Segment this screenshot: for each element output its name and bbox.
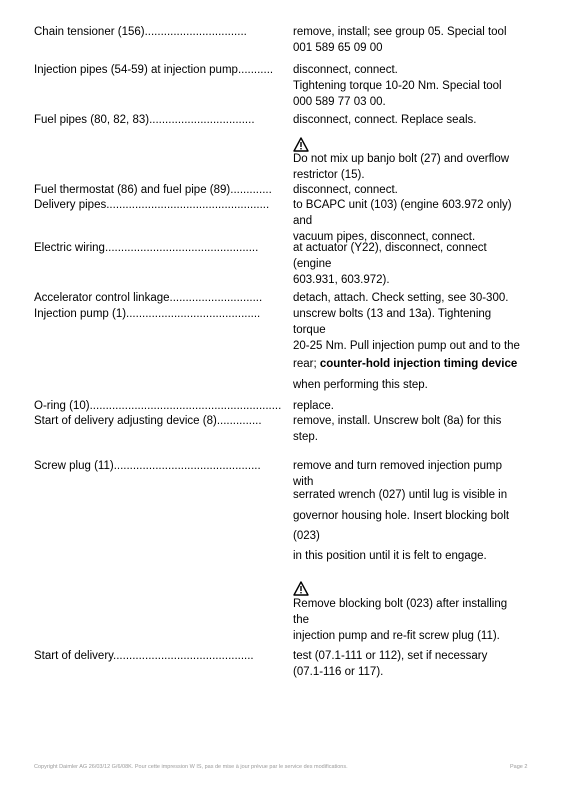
warning-text: Remove blocking bolt (023) after installing the injection pump and re-fit screw plug (11). — [293, 598, 508, 642]
item-label: O-ring (10)............................................................ — [34, 400, 282, 412]
item-description: to BCAPC unit (103) (engine 603.972 only) and vacuum pipes, disconnect, connect. — [293, 199, 512, 243]
item-label: Start of delivery............................................ — [34, 650, 254, 662]
item-label: Start of delivery adjusting device (8).............. — [34, 415, 262, 427]
item-label: Injection pipes (54-59) at injection pump........... — [34, 64, 274, 76]
item-description: unscrew bolts (13 and 13a). Tightening torque 20-25 Nm. Pull injection pump out and to the — [293, 308, 520, 352]
warning-triangle-icon — [293, 137, 309, 152]
item-label: Injection pump (1).......................................... — [34, 308, 261, 320]
item-description: remove, install; see group 05. Special tool 001 589 65 09 00 — [293, 26, 507, 54]
item-label: Accelerator control linkage............................. — [34, 292, 263, 304]
warning-triangle-icon — [293, 581, 309, 596]
item-description: remove and turn removed injection pump with — [293, 460, 503, 488]
item-label: Chain tensioner (156)................................ — [34, 26, 247, 38]
item-description: test (07.1-111 or 112), set if necessary (07.1-116 or 117). — [293, 650, 488, 678]
item-description-continued: when performing this step. — [293, 379, 428, 391]
item-label: Fuel thermostat (86) and fuel pipe (89)............. — [34, 184, 272, 196]
item-description: disconnect, connect. Tightening torque 10-20 Nm. Special tool 000 589 77 03 00. — [293, 64, 502, 108]
item-description: at actuator (Y22), disconnect, connect (engine 603.931, 603.972). — [293, 242, 487, 286]
footer-copyright: Copyright Daimler AG 26/03/12 G/6/08K. Pour cette impression W IS, pas de mise à jour prévue par le service des modifications. — [34, 764, 348, 770]
item-description-continued: in this position until it is felt to engage. — [293, 550, 487, 562]
item-label: Delivery pipes................................................... — [34, 199, 270, 211]
item-description-continued: governor housing hole. Insert blocking bolt — [293, 510, 510, 522]
item-description: replace. — [293, 400, 334, 412]
footer-page-number: Page 2 — [510, 764, 528, 770]
item-description-continued: rear; counter-hold injection timing device — [293, 358, 518, 370]
item-description: disconnect, connect. — [293, 184, 398, 196]
item-description: remove, install. Unscrew bolt (8a) for this step. — [293, 415, 502, 443]
bold-instruction: counter-hold injection timing device — [319, 358, 518, 370]
item-label: Electric wiring................................................ — [34, 242, 259, 254]
item-description: disconnect, connect. Replace seals. — [293, 114, 477, 126]
item-description: detach, attach. Check setting, see 30-300. — [293, 292, 509, 304]
item-label: Screw plug (11).............................................. — [34, 460, 261, 472]
warning-text: Do not mix up banjo bolt (27) and overflow restrictor (15). — [293, 153, 510, 181]
item-description-continued: (023) — [293, 530, 320, 542]
item-description-continued: serrated wrench (027) until lug is visible in — [293, 489, 508, 501]
item-label: Fuel pipes (80, 82, 83)................................. — [34, 114, 255, 126]
